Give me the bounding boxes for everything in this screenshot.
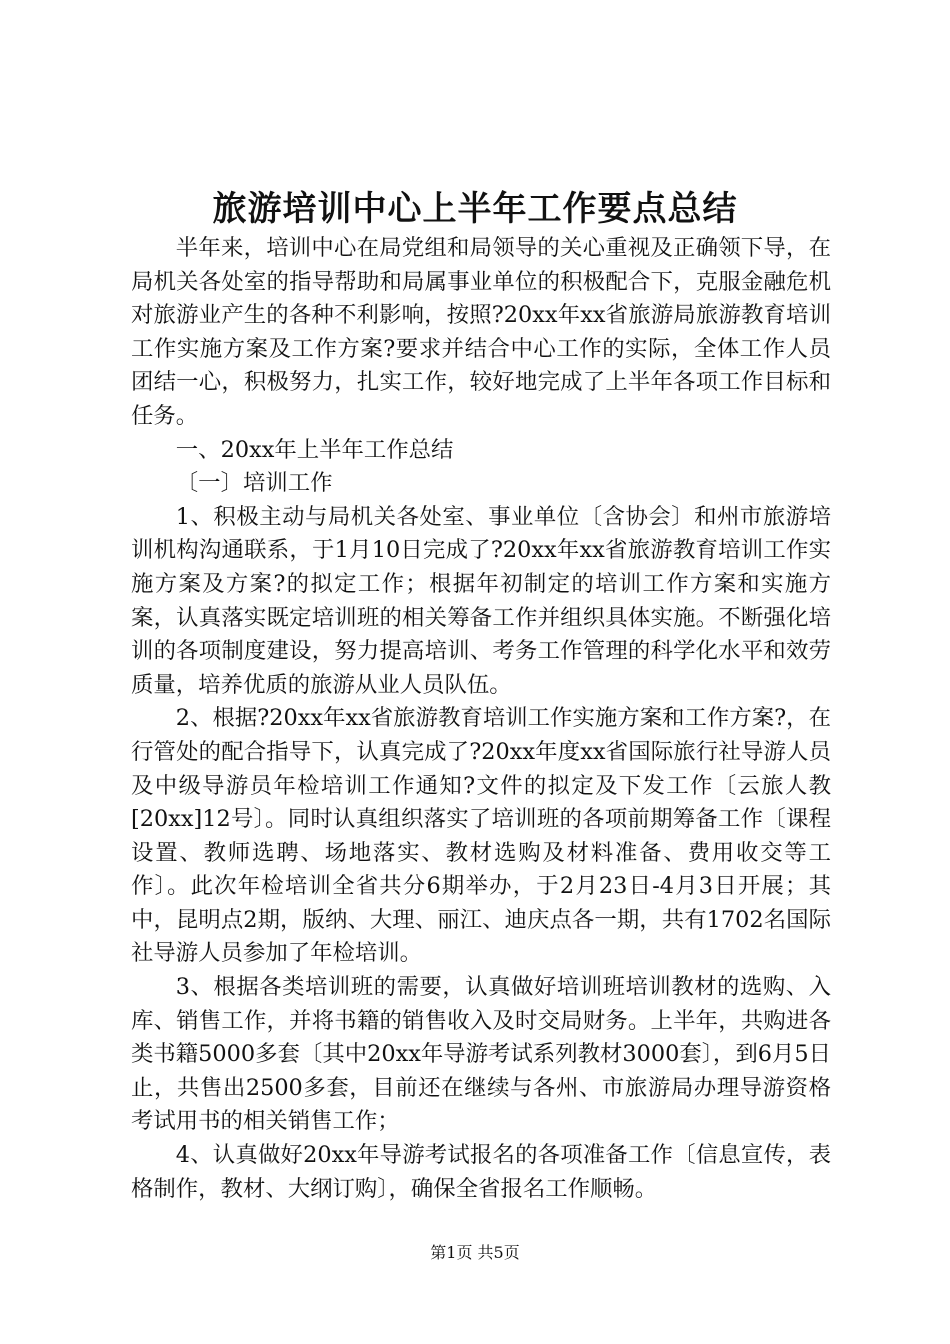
paragraph-item-3: 3、根据各类培训班的需要，认真做好培训班培训教材的选购、入库、销售工作，并将书籍的销售收入及时交局财务。上半年，共购进各类书籍5000多套〔其中20xx年导游考试系列教材3000套〕，到6月5日止，共售出2500多套，目前还在继续与各州、市旅游局办理导游资格考试用书的相关销售工作； <box>131 974 831 1135</box>
paragraph-item-1: 1、积极主动与局机关各处室、事业单位〔含协会〕和州市旅游培训机构沟通联系，于1月10日完成了?20xx年xx省旅游教育培训工作实施方案及方案?的拟定工作；根据年初制定的培训工作方案和实施方案，认真落实既定培训班的相关筹备工作并组织具体实施。不断强化培训的各项制度建设，努力提高培训、考务工作管理的科学化水平和效劳质量，培养优质的旅游从业人员队伍。 <box>131 503 831 698</box>
page-footer: 第1页 共5页 <box>430 1243 520 1262</box>
subsection-heading: 〔一〕培训工作 <box>175 470 333 497</box>
document-body <box>131 232 831 1206</box>
paragraph-item-4: 4、认真做好20xx年导游考试报名的各项准备工作〔信息宣传，表格制作，教材、大纲订购〕，确保全省报名工作顺畅。 <box>131 1142 831 1202</box>
section-heading: 一、20xx年上半年工作总结 <box>175 436 454 463</box>
paragraph-item-2: 2、根据?20xx年xx省旅游教育培训工作实施方案和工作方案?，在行管处的配合指导下，认真完成了?20xx年度xx省国际旅行社导游人员及中级导游员年检培训工作通知?文件的拟定及下发工作〔云旅人教[20xx]12号〕。同时认真组织落实了培训班的各项前期筹备工作〔课程设置、教师选聘、场地落实、教材选购及材料准备、费用收交等工作〕。此次年检培训全省共分6期举办，于2月23日-4月3日开展；其中，昆明点2期，版纳、大理、丽江、迪庆点各一期，共有1702名国际社导游人员参加了年检培训。 <box>131 705 831 967</box>
document-title: 旅游培训中心上半年工作要点总结 <box>212 189 738 229</box>
paragraph-intro: 半年来，培训中心在局党组和局领导的关心重视及正确领下导，在局机关各处室的指导帮助和局属事业单位的积极配合下，克服金融危机对旅游业产生的各种不利影响，按照?20xx年xx省旅游局旅游教育培训工作实施方案及工作方案?要求并结合中心工作的实际，全体工作人员团结一心，积极努力，扎实工作，较好地完成了上半年各项工作目标和任务。 <box>131 235 831 429</box>
